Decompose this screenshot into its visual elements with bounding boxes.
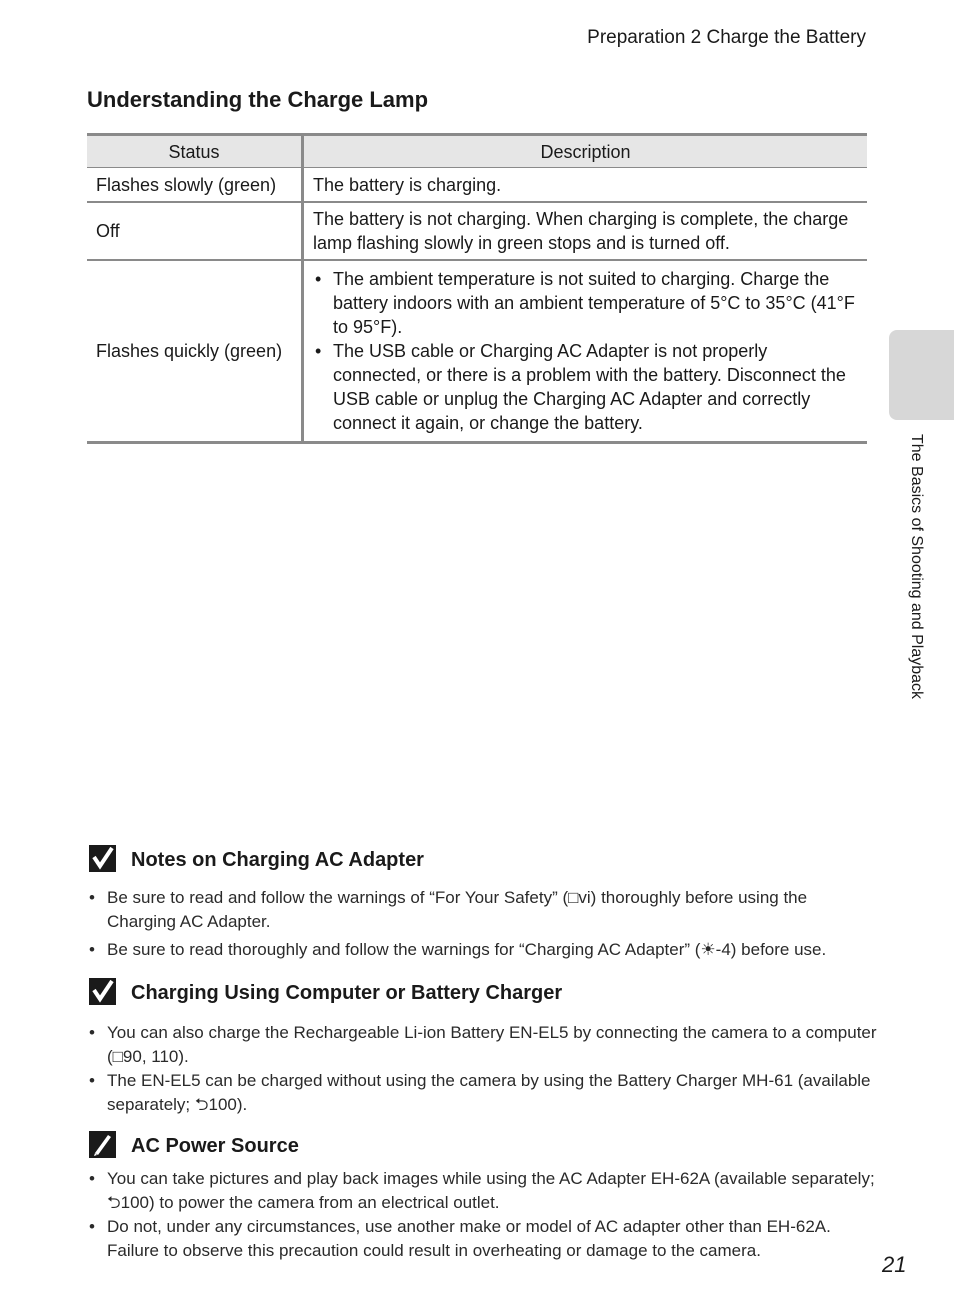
list-item: • The ambient temperature is not suited to charging. Charge the battery indoors with an ambient temperature of 5°C to 35°C (41°F to 95°F). bbox=[313, 267, 858, 339]
column-header-description: Description bbox=[303, 135, 868, 168]
list-item: • The USB cable or Charging AC Adapter is not properly connected, or there is a problem with the battery. Disconnect the USB cable or unplug the Charging AC Adapter and correctly connect it again, or change the battery. bbox=[313, 339, 858, 435]
note-charging-computer bbox=[87, 978, 877, 1117]
list-item: • You can also charge the Rechargeable Li-ion Battery EN-EL5 by connecting the camera to a computer (□90, 110). bbox=[87, 1021, 877, 1069]
list-item: • You can take pictures and play back images while using the AC Adapter EH-62A (available separately; ⮌100) to power the camera from an electrical outlet. bbox=[87, 1167, 877, 1215]
note-list bbox=[87, 886, 877, 962]
note-list bbox=[87, 1021, 877, 1117]
check-caution-icon bbox=[89, 845, 116, 872]
page-number: 21 bbox=[882, 1252, 907, 1277]
table-header-row bbox=[87, 135, 867, 168]
section-title: Understanding the Charge Lamp bbox=[87, 87, 429, 112]
check-caution-icon bbox=[89, 978, 116, 1005]
table-row bbox=[87, 202, 867, 260]
table-row bbox=[87, 260, 867, 443]
column-header-status: Status bbox=[87, 135, 303, 168]
note-title: AC Power Source bbox=[131, 1135, 299, 1157]
status-cell: Flashes slowly (green) bbox=[87, 168, 303, 203]
section-tab-label: The Basics of Shooting and Playback bbox=[908, 434, 925, 700]
section-tab bbox=[889, 330, 954, 420]
list-item: • Do not, under any circumstances, use another make or model of AC adapter other than EH-62A. Failure to observe this precaution could result in overheating or damage to the camera. bbox=[87, 1215, 877, 1263]
list-item: • The EN-EL5 can be charged without using the camera by using the Battery Charger MH-61 (available separately; ⮌100). bbox=[87, 1069, 877, 1117]
running-header: Preparation 2 Charge the Battery bbox=[587, 27, 866, 48]
status-cell: Flashes quickly (green) bbox=[87, 260, 303, 443]
status-cell: Off bbox=[87, 202, 303, 260]
description-list bbox=[313, 267, 858, 435]
note-list bbox=[87, 1167, 877, 1263]
list-item: • Be sure to read thoroughly and follow the warnings for “Charging AC Adapter” (☀-4) before use. bbox=[87, 938, 877, 962]
description-cell: The battery is charging. bbox=[303, 168, 868, 203]
table-row bbox=[87, 168, 867, 203]
description-cell: The battery is not charging. When charging is complete, the charge lamp flashing slowly in green stops and is turned off. bbox=[303, 202, 868, 260]
pencil-note-icon bbox=[89, 1131, 116, 1158]
note-ac-power-source bbox=[87, 1131, 877, 1263]
note-charging-ac-adapter bbox=[87, 845, 877, 962]
charge-lamp-table bbox=[87, 133, 867, 444]
note-title: Notes on Charging AC Adapter bbox=[131, 849, 424, 871]
list-item: • Be sure to read and follow the warnings of “For Your Safety” (□vi) thoroughly before using the Charging AC Adapter. bbox=[87, 886, 877, 934]
note-title: Charging Using Computer or Battery Charger bbox=[131, 982, 563, 1004]
description-cell bbox=[303, 260, 868, 443]
